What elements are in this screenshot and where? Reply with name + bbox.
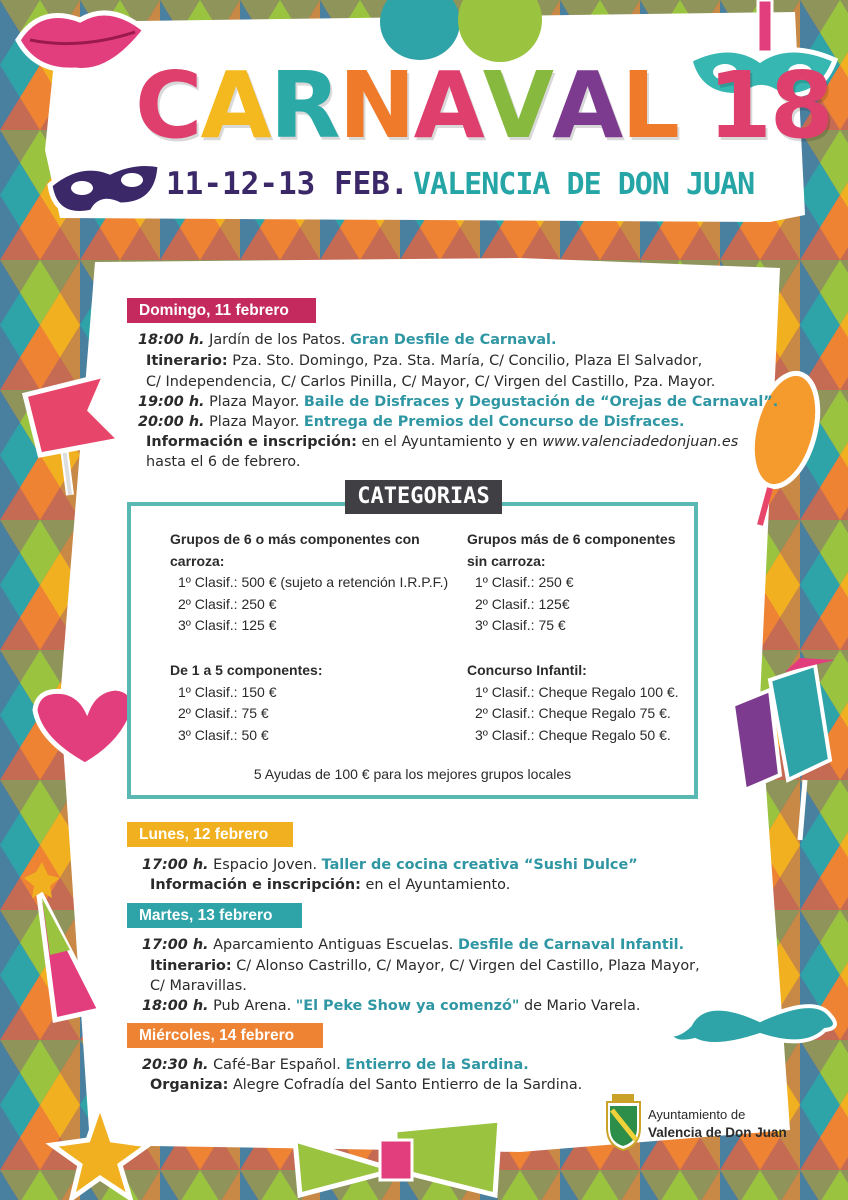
category-children: Concurso Infantil: 1º Clasif.: Cheque Regalo 100 €. 2º Clasif.: Cheque Regalo 75 €. 3º Clasif.: Cheque Regalo 50 €. — [467, 662, 679, 743]
category-small-group: De 1 a 5 componentes: 1º Clasif.: 150 € 2º Clasif.: 75 € 3º Clasif.: 50 € — [170, 662, 323, 743]
sunday-line-4: 19:00 h. Plaza Mayor. Baile de Disfraces y Degustación de “Orejas de Carnaval”. — [138, 394, 779, 410]
category-group-large-float: Grupos de 6 o más componentes con carroza: 1º Clasif.: 500 € (sujeto a retención I.R.P.F.) 2º Clasif.: 250 € 3º Clasif.: 125 € — [170, 531, 449, 633]
sunday-line-1: 18:00 h. Jardín de los Patos. Gran Desfile de Carnaval. — [138, 332, 557, 348]
day-tag-sunday: Domingo, 11 febrero — [127, 298, 316, 323]
title-letter: 1 — [707, 52, 770, 159]
tuesday-line-2: Itinerario: C/ Alonso Castrillo, C/ Mayor, C/ Virgen del Castillo, Plaza Mayor, — [150, 958, 700, 974]
sunday-line-3: C/ Independencia, C/ Carlos Pinilla, C/ Mayor, C/ Virgen del Castillo, Pza. Mayor. — [146, 374, 716, 390]
day-tag-tuesday: Martes, 13 febrero — [127, 903, 302, 928]
coat-of-arms-icon — [607, 1094, 640, 1150]
day-tag-monday: Lunes, 12 febrero — [127, 822, 293, 847]
monday-line-2: Información e inscripción: en el Ayuntamiento. — [150, 877, 511, 893]
title-letter: A — [413, 52, 483, 159]
wednesday-line-1: 20:30 h. Café-Bar Español. Entierro de la Sardina. — [142, 1057, 529, 1073]
title-letter: L — [621, 52, 678, 159]
title-letter: R — [269, 52, 339, 159]
title-letter — [678, 60, 708, 152]
wednesday-line-2: Organiza: Alegre Cofradía del Santo Entierro de la Sardina. — [150, 1077, 583, 1093]
tuesday-line-4: 18:00 h. Pub Arena. "El Peke Show ya comenzó" de Mario Varela. — [142, 998, 641, 1014]
title-letter: V — [482, 52, 552, 159]
monday-line-1: 17:00 h. Espacio Joven. Taller de cocina creativa “Sushi Dulce” — [142, 857, 638, 873]
event-town: VALENCIA DE DON JUAN — [413, 167, 755, 202]
sunday-line-6: Información e inscripción: en el Ayuntamiento y en www.valenciadedonjuan.es — [146, 434, 739, 450]
town-hall-logo: Ayuntamiento de Valencia de Don Juan — [648, 1107, 787, 1140]
website-link[interactable]: www.valenciadedonjuan.es — [542, 434, 739, 450]
sunday-line-2: Itinerario: Pza. Sto. Domingo, Pza. Sta. María, C/ Concilio, Plaza El Salvador, — [146, 353, 703, 369]
event-title — [135, 52, 832, 159]
sunday-line-7: hasta el 6 de febrero. — [146, 454, 301, 470]
sunday-line-5: 20:00 h. Plaza Mayor. Entrega de Premios del Concurso de Disfraces. — [138, 414, 685, 430]
title-letter: A — [551, 52, 622, 159]
day-tag-wednesday: Miércoles, 14 febrero — [127, 1023, 323, 1048]
category-group-large-nofloat: Grupos más de 6 componentes sin carroza: 1º Clasif.: 250 € 2º Clasif.: 125€ 3º Clasif.: 75 € — [467, 531, 676, 633]
tuesday-line-1: 17:00 h. Aparcamiento Antiguas Escuelas. Desfile de Carnaval Infantil. — [142, 937, 685, 953]
tuesday-line-3: C/ Maravillas. — [150, 978, 247, 994]
title-letter: A — [200, 52, 270, 159]
event-dates: 11-12-13 FEB. — [166, 166, 409, 202]
title-letter: N — [338, 52, 414, 159]
categories-title: CATEGORIAS — [345, 480, 502, 514]
categories-note: 5 Ayudas de 100 € para los mejores grupos locales — [253, 766, 572, 782]
title-letter: C — [135, 52, 201, 159]
title-letter: 8 — [769, 52, 832, 159]
